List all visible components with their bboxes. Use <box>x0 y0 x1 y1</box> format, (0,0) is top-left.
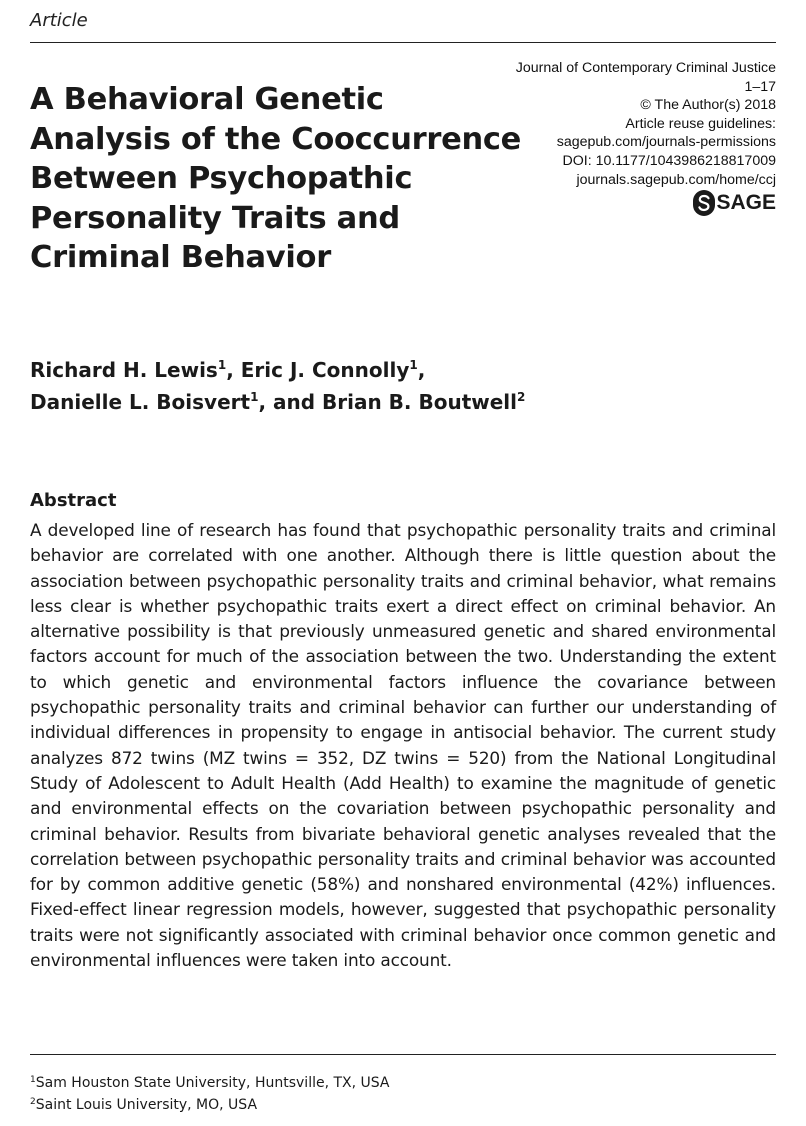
affiliation-item: $^2$Saint Louis University, MO, USA <box>30 1097 258 1113</box>
author[interactable]: Richard H. Lewis$^1$ <box>30 358 227 382</box>
journal-metadata <box>516 59 776 189</box>
affiliation-marker: 1 <box>250 390 259 404</box>
affiliations <box>30 1072 390 1116</box>
footnote-divider <box>30 1054 776 1055</box>
sage-s-icon <box>693 190 715 216</box>
journal-homepage-link[interactable]: journals.sagepub.com/home/ccj <box>576 171 776 188</box>
author[interactable]: Brian B. Boutwell$^2$ <box>322 390 526 414</box>
copyright: © The Author(s) 2018 <box>640 97 776 114</box>
affiliation-marker: 1 <box>217 358 227 372</box>
journal-name: Journal of Contemporary Criminal Justice <box>515 60 776 76</box>
abstract-text: A developed line of research has found that psychopathic personality traits and criminal behavior are correlated with one another. Although there is little question about the association between psychopathic personality traits and criminal behavior, what remains less clear is whether psychopathic traits exert a direct effect on criminal behavior. An alternative possibility is that previously unmeasured genetic and shared environmental factors account for much of the association between the two. Understanding the extent to which genetic and environmental factors influence the covariance between psychopathic personality traits and criminal behavior can further our understanding of individual differences in propensity to engage in antisocial behavior. The current study analyzes 872 twins (MZ twins = 352, DZ twins = 520) from the National Longitudinal Study of Adolescent to Adult Health (Add Health) to examine the magnitude of genetic and environmental effects on the covariation between psychopathic personality and criminal behavior. Results from bivariate behavioral genetic analyses revealed that the correlation between psychopathic personality traits and criminal behavior was accounted for by common additive genetic (58%) and nonshared environmental (42%) influences. Fixed-effect linear regression models, however, suggested that psychopathic personality traits were not significantly associated with criminal behavior once common genetic and environmental influences were taken into account. <box>30 520 776 971</box>
page-range: 1–17 <box>744 78 776 95</box>
author-separator: , <box>226 358 241 382</box>
author-list <box>30 354 525 418</box>
sage-logo <box>693 188 776 218</box>
sage-logo-text: SAGE <box>716 191 776 214</box>
affiliation-marker: 2 <box>517 390 526 404</box>
author-separator: , and <box>258 390 323 414</box>
reuse-label: Article reuse guidelines: <box>625 115 776 132</box>
reuse-link[interactable]: sagepub.com/journals-permissions <box>556 134 776 151</box>
author-separator: , <box>417 358 426 382</box>
affiliation-marker: 1 <box>409 358 418 372</box>
affiliation-item: $^1$Sam Houston State University, Huntsville, TX, USA <box>30 1075 390 1091</box>
author[interactable]: Eric J. Connolly$^1$ <box>240 358 418 382</box>
article-title: A Behavioral Genetic Analysis of the Cooccurrence Between Psychopathic Personality Traits and Criminal Behavior <box>30 82 522 276</box>
doi[interactable]: DOI: 10.1177/1043986218817009 <box>562 152 776 169</box>
top-divider <box>30 42 776 43</box>
abstract-heading: Abstract <box>30 490 117 511</box>
author[interactable]: Danielle L. Boisvert$^1$ <box>30 390 259 414</box>
section-label: Article <box>30 10 88 31</box>
